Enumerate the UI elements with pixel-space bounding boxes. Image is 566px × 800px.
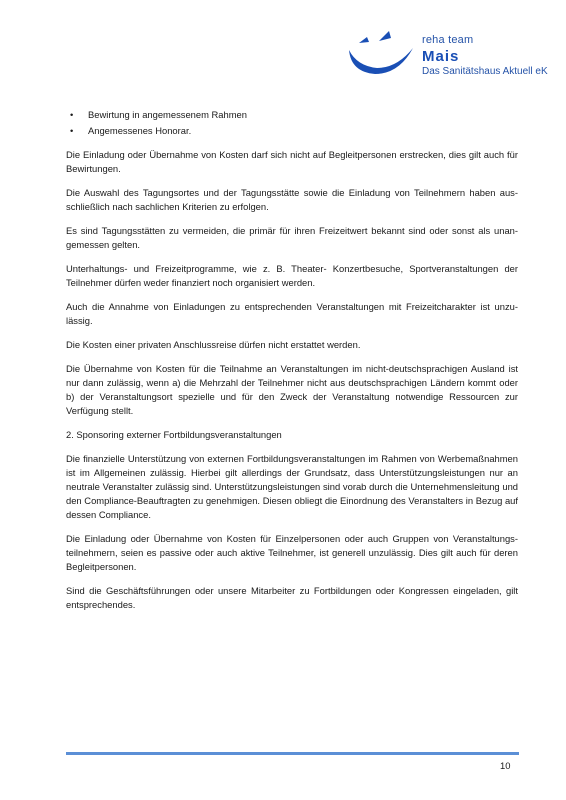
list-item: • Angemessenes Honorar. bbox=[66, 124, 518, 138]
paragraph: Die finanzielle Unterstützung von externen Fortbildungsveranstaltungen im Rahmen von Werbemaßnahmen ist im Allgemeinen zulässig. Hierbei gilt allerdings der Grundsatz, dass Unterstützungsleistungen nur an neutrale Veranstalter zulässig sind. Unterstützungsleistungen sind vorab durch die Unternehmensleitung und den Compliance-Beauftragten zu genehmigen. Diesen obliegt die Einordnung des Veranstalters in Bezug auf dessen Compliance. bbox=[66, 453, 518, 520]
paragraph: Auch die Annahme von Einladungen zu entsprechenden Veranstaltungen mit Freizeitcharakter ist unzulässig. bbox=[66, 301, 518, 326]
section-heading: 2. Sponsoring externer Fortbildungsveranstaltungen bbox=[66, 429, 282, 440]
company-logo bbox=[345, 28, 548, 88]
paragraph: Unterhaltungs- und Freizeitprogramme, wie z. B. Theater- Konzertbesuche, Sportveranstaltungen der Teilnehmer dürfen weder finanziert noch organisiert werden. bbox=[66, 263, 518, 288]
smile-logo-icon bbox=[345, 28, 425, 84]
footer-divider bbox=[66, 752, 519, 755]
paragraph: Die Übernahme von Kosten für die Teilnahme an Veranstaltungen im nicht-deutschsprachigen Ausland ist nur dann zulässig, wenn a) die Mehrzahl der Teilnehmer nicht aus deutschsprachigen Ländern kommt oder b) der Veranstaltungsort spezielle und für den Zweck der Veranstaltung notwendige Ressourcen zur Verfügung stellt. bbox=[66, 363, 518, 416]
paragraph: Die Auswahl des Tagungsortes und der Tagungsstätte sowie die Einladung von Teilnehmern haben ausschließlich nach sachlichen Kriterien zu erfolgen. bbox=[66, 187, 518, 212]
paragraph: Sind die Geschäftsführungen oder unsere Mitarbeiter zu Fortbildungen oder Kongressen eingeladen, gilt entsprechendes. bbox=[66, 585, 518, 610]
paragraph: Die Einladung oder Übernahme von Kosten darf sich nicht auf Begleitpersonen erstrecken, dies gilt auch für Bewirtungen. bbox=[66, 149, 518, 174]
logo-line-2: Mais bbox=[422, 48, 460, 65]
paragraph: Es sind Tagungsstätten zu vermeiden, die primär für ihren Freizeitwert bekannt sind oder sonst als unangemessen gelten. bbox=[66, 225, 518, 250]
document-body bbox=[66, 108, 518, 622]
paragraph: Die Kosten einer privaten Anschlussreise dürfen nicht erstattet werden. bbox=[66, 339, 361, 350]
logo-line-3: Das Sanitätshaus Aktuell eK bbox=[422, 66, 548, 77]
page-number: 10 bbox=[500, 760, 511, 771]
bullet-list bbox=[66, 108, 518, 138]
logo-line-1: reha team bbox=[422, 34, 474, 46]
paragraph: Die Einladung oder Übernahme von Kosten für Einzelpersonen oder auch Gruppen von Veranstaltungsteilnehmern, seien es passive oder auch aktive Teilnehmer, ist generell unzulässig. Dies gilt auch für deren Begleitpersonen. bbox=[66, 533, 518, 572]
list-item: • Bewirtung in angemessenem Rahmen bbox=[66, 108, 518, 122]
